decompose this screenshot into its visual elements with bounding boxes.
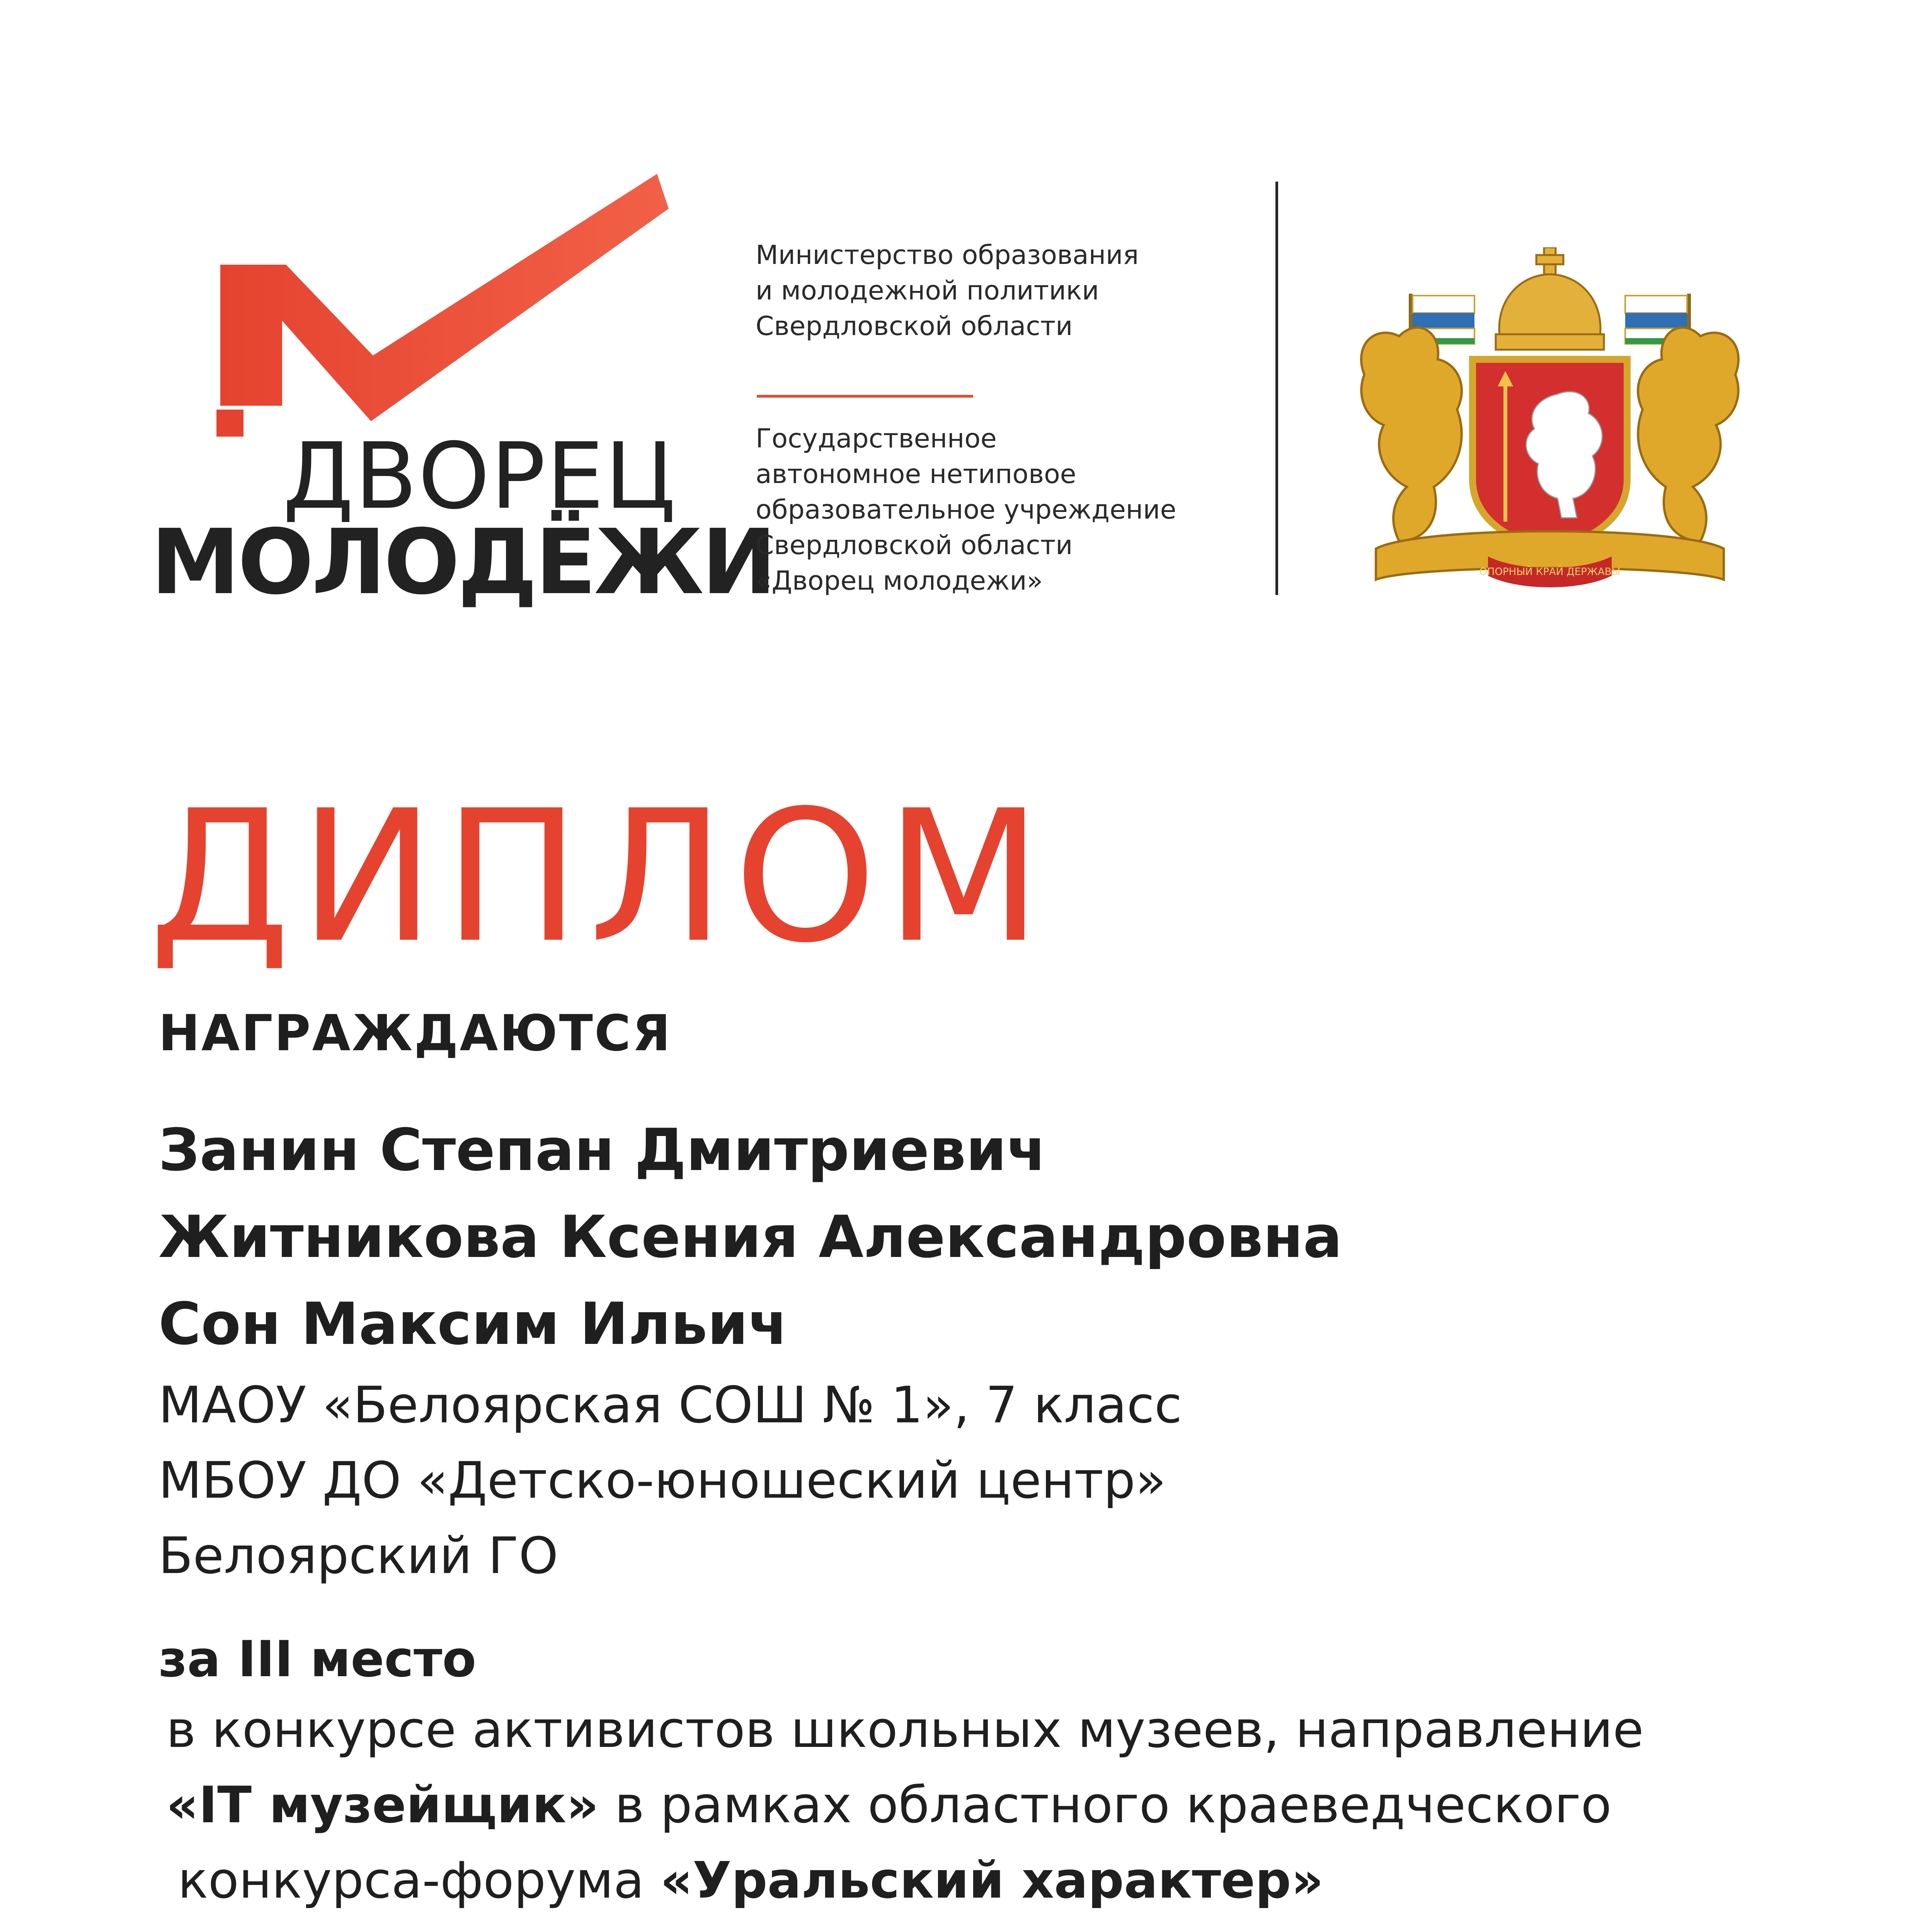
award-reason-line2	[166, 1776, 1612, 1834]
recipient-name: Занин Степан Дмитриевич	[158, 1117, 1047, 1184]
organization-line: МАОУ «Белоярская СОШ № 1», 7 класс	[158, 1376, 1182, 1434]
header-red-divider	[757, 395, 973, 398]
nomination-name: «IT музейщик»	[166, 1776, 599, 1834]
crown-icon	[1496, 247, 1604, 350]
shield-icon	[1473, 359, 1627, 549]
ministry-name: Министерство образования и молодежной политики Свердловской области	[756, 240, 1139, 342]
griffin-right-icon	[1638, 328, 1738, 541]
award-reason-text: конкурса-форума	[178, 1851, 661, 1910]
award-reason-line3	[178, 1851, 1324, 1910]
base-icon	[1376, 531, 1724, 587]
awarded-label: НАГРАЖДАЮТСЯ	[158, 1005, 672, 1062]
organization-line: Белоярский ГО	[158, 1526, 558, 1585]
logo-wordmark-line2: МОЛОДЁЖИ	[151, 510, 775, 614]
coat-of-arms-icon	[1341, 247, 1759, 611]
recipient-name: Житникова Ксения Александровна	[158, 1204, 1342, 1271]
organization-line: МБОУ ДО «Детско-юношеский центр»	[158, 1451, 1166, 1510]
contest-name: «Уральский характер»	[660, 1851, 1324, 1910]
award-reason-line1: в конкурсе активистов школьных музеев, направление	[166, 1700, 1644, 1759]
header-vertical-divider	[1275, 182, 1278, 595]
award-place: за III место	[158, 1631, 477, 1688]
diploma-title: ДИПЛОМ	[149, 771, 1051, 983]
logo-wordmark-line1: ДВОРЕЦ	[283, 423, 676, 529]
award-reason-text: в рамках областного краеведческого	[599, 1776, 1612, 1834]
griffin-left-icon	[1361, 328, 1462, 541]
institution-name: Государственное автономное нетиповое образовательное учреждение Свердловской области «Дворец молодежи»	[756, 423, 1176, 596]
emblem-ribbon-text: ОПОРНЫЙ КРАЙ ДЕРЖАВЫ	[1479, 566, 1621, 578]
recipient-name: Сон Максим Ильич	[158, 1291, 788, 1358]
